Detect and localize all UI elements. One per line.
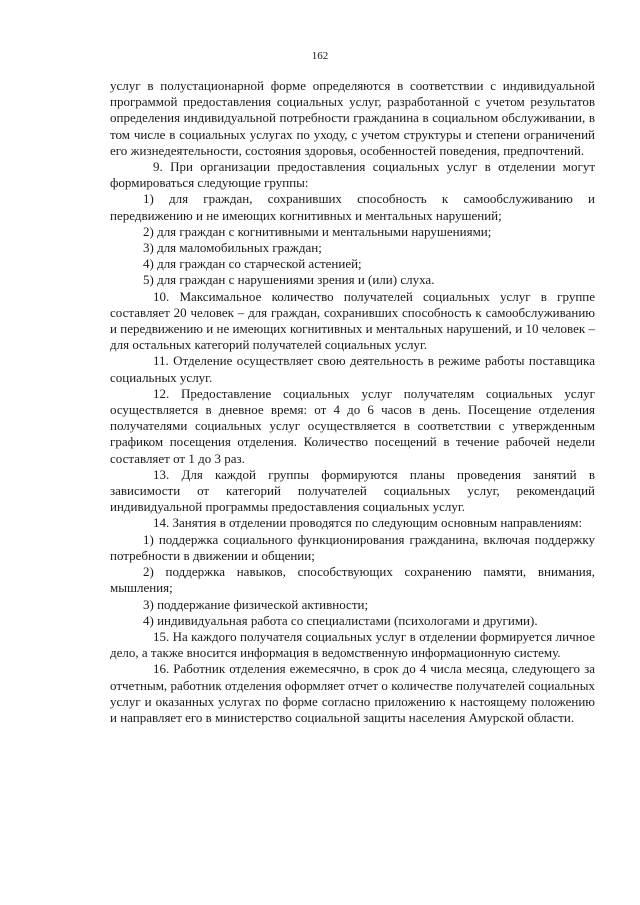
paragraph-17: 15. На каждого получателя социальных услуг в отделении формируется личное дело, а также вносится информация в ведомственную информационную систему. xyxy=(110,628,595,661)
paragraph-6: 4) для граждан со старческой астенией; xyxy=(143,256,362,272)
paragraph-14: 2) поддержка навыков, способствующих сохранению памяти, внимания, мышления; xyxy=(110,564,595,596)
paragraph-3: 1) для граждан, сохранивших способность к самообслуживанию и передвижению и не имеющих когнитивных и ментальных нарушений; xyxy=(110,191,595,223)
paragraph-5: 3) для маломобильных граждан; xyxy=(143,240,322,256)
paragraph-9: 11. Отделение осуществляет свою деятельность в режиме работы поставщика социальных услуг. xyxy=(110,353,595,385)
paragraph-10: 12. Предоставление социальных услуг получателям социальных услуг осуществляется в дневное время: от 4 до 6 часов в день. Посещение отделения получателями социальных услуг осуществляется в соответствии с утвержденным графиком посещения отделения. Количество посещений в течение рабочей недели составляет от 1 до 3 раз. xyxy=(110,385,595,466)
paragraph-7: 5) для граждан с нарушениями зрения и (или) слуха. xyxy=(143,272,435,288)
paragraph-11: 13. Для каждой группы формируются планы проведения занятий в зависимости от категорий получателей социальных услуг, рекомендаций индивидуальной программы предоставления социальных услуг. xyxy=(110,466,595,515)
paragraph-16: 4) индивидуальная работа со специалистами (психологами и другими). xyxy=(143,612,538,628)
paragraph-2: 9. При организации предоставления социальных услуг в отделении могут формироваться следующие группы: xyxy=(110,159,595,191)
paragraph-1: услуг в полустационарной форме определяются в соответствии с индивидуальной программой предоставления социальных услуг, разработанной с учетом результатов определения индивидуальной потребности гражданина в социальном обслуживании, в том числе в социальных услугах по уходу, с учетом структуры и степени ограничений его жизнедеятельности, состояния здоровья, особенностей поведения, предпочтений. xyxy=(110,78,595,158)
paragraph-4: 2) для граждан с когнитивными и ментальными нарушениями; xyxy=(143,223,492,239)
paragraph-12: 14. Занятия в отделении проводятся по следующим основным направлениям: xyxy=(153,515,583,531)
body-text xyxy=(110,78,595,726)
paragraph-13: 1) поддержка социального функционирования гражданина, включая поддержку потребности в движении и общении; xyxy=(110,531,595,563)
paragraph-15: 3) поддержание физической активности; xyxy=(143,596,369,612)
paragraph-18: 16. Работник отделения ежемесячно, в срок до 4 числа месяца, следующего за отчетным, работник отделения оформляет отчет о количестве получателей социальных услуг и оказанных услугах по форме согласно приложению к настоящему положению и направляет его в министерство социальной защиты населения Амурской области. xyxy=(110,661,595,725)
paragraph-8: 10. Максимальное количество получателей социальных услуг в группе составляет 20 человек – для граждан, сохранивших способность к самообслуживанию и передвижению и не имеющих когнитивных и ментальных нарушений, и 10 человек – для остальных категорий получателей социальных услуг. xyxy=(110,288,595,353)
page-number: 162 xyxy=(311,50,329,62)
